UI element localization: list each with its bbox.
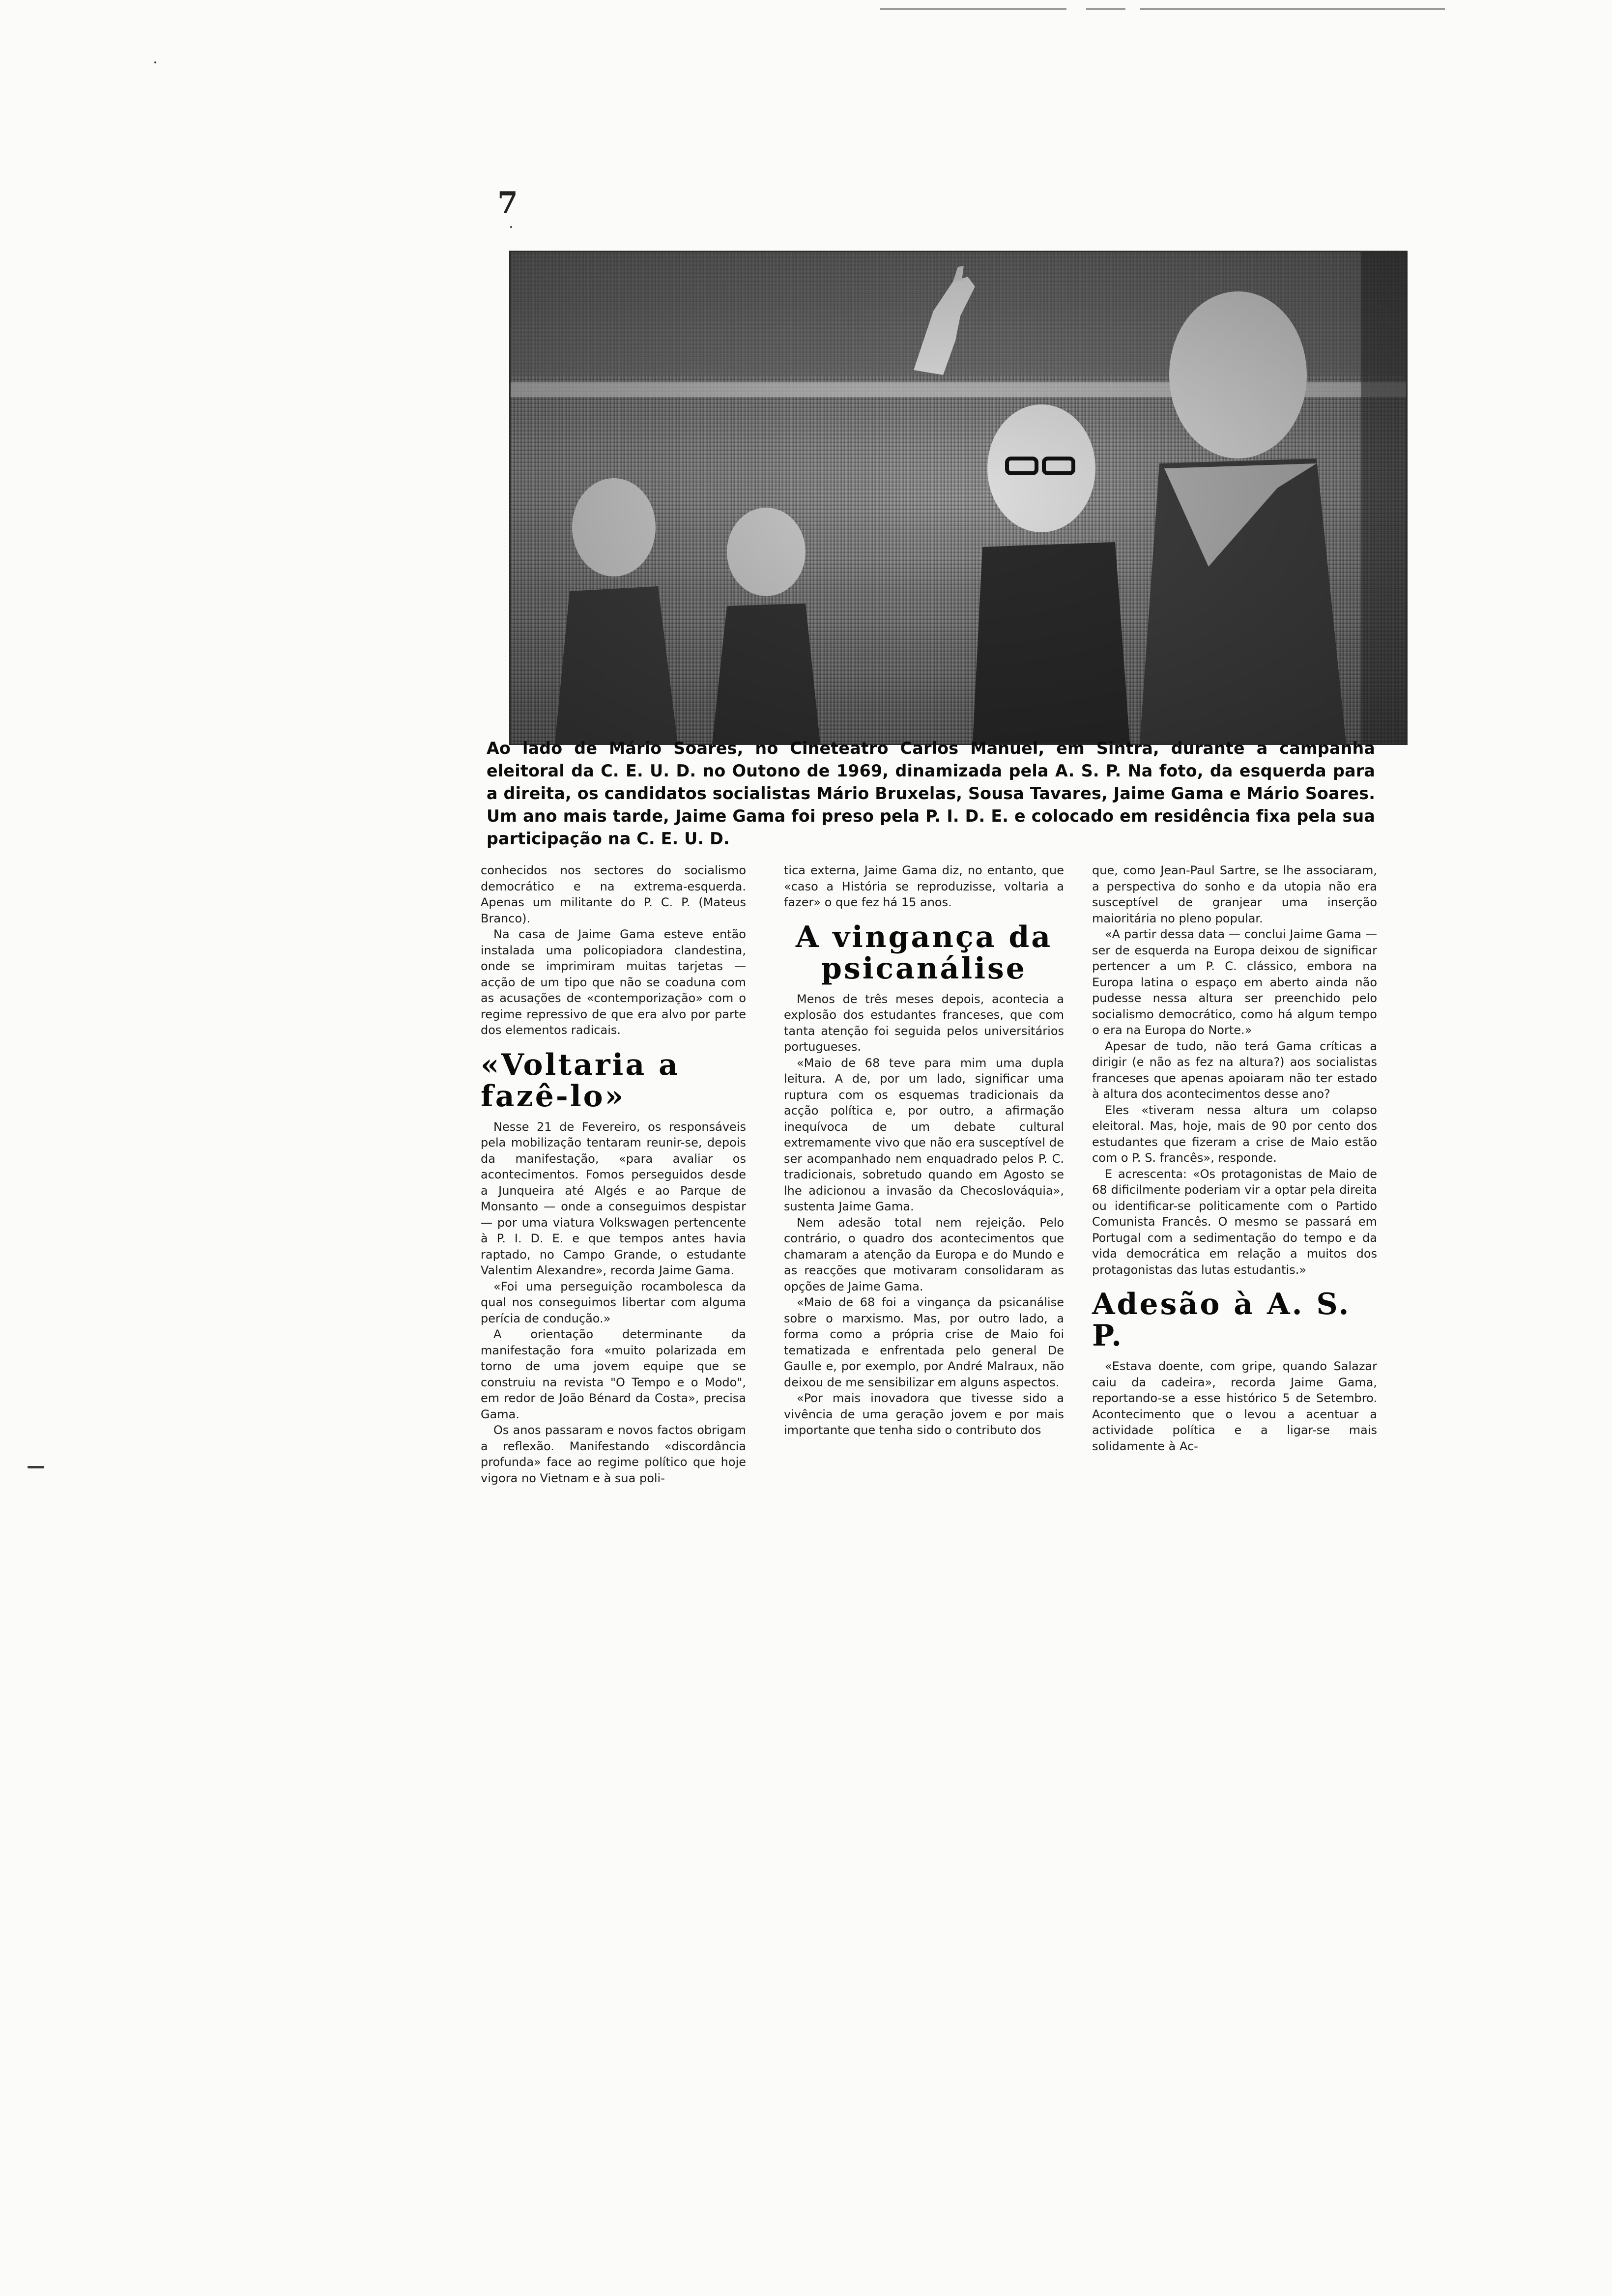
paragraph: conhecidos nos sectores do socialismo democrático e na extrema-esquerda. Apenas um militante do P. C. P. (Mateus Branco). xyxy=(481,863,746,925)
photo-scene xyxy=(511,252,1406,744)
paragraph: A orientação determinante da manifestação fora «muito polarizada em torno de uma jovem equipe que se construiu na revista "O Tempo e o Modo", em redor de João Bénard da Costa», precisa Gama. xyxy=(481,1327,746,1421)
paragraph: «Maio de 68 foi a vingança da psicanálise sobre o marxismo. Mas, por outro lado, a forma como a própria crise de Maio foi tematizada e enfrentada pelo general De Gaulle e, por exemplo, por André Malraux, não deixou de me sensibilizar em alguns aspectos. xyxy=(784,1295,1064,1389)
paragraph: Eles «tiveram nessa altura um colapso eleitoral. Mas, hoje, mais de 90 por cento dos estudantes que fizeram a crise de Maio estão com o P. S. francês», responde. xyxy=(1092,1103,1377,1165)
article-column-1 xyxy=(481,862,746,1486)
paragraph: «Por mais inovadora que tivesse sido a vivência de uma geração jovem e por mais importante que tenha sido o contributo dos xyxy=(784,1391,1064,1437)
paragraph: E acrescenta: «Os protagonistas de Maio de 68 dificilmente poderiam vir a optar pela direita ou identificar-se politicamente com o Partido Comunista Francês. O mesmo se passará em Portugal com a sedimentação do tempo e da vida democrática em relação a muitos dos protagonistas das lutas estudantis.» xyxy=(1092,1167,1377,1277)
scan-speck xyxy=(510,226,512,228)
scan-rule-top xyxy=(880,8,1066,10)
page-number: 7 xyxy=(497,186,518,220)
photo-caption: Ao lado de Mário Soares, no Cineteatro Carlos Manuel, em Sintra, durante a campanha eleitoral da C. E. U. D. no Outono de 1969, dinamizada pela A. S. P. Na foto, da esquerda para a direita, os candidatos socialistas Mário Bruxelas, Sousa Tavares, Jaime Gama e Mário Soares. Um ano mais tarde, Jaime Gama foi preso pela P. I. D. E. e colocado em residência fixa pela sua participação na C. E. U. D. xyxy=(487,739,1376,849)
scan-speck xyxy=(154,61,156,63)
scan-mark xyxy=(28,1466,44,1468)
paragraph: Nem adesão total nem rejeição. Pelo contrário, o quadro dos acontecimentos que chamaram a atenção da Europa e do Mundo e as reacções que motivaram consolidaram as opções de Jaime Gama. xyxy=(784,1215,1064,1293)
paragraph: Os anos passaram e novos factos obrigam a reflexão. Manifestando «discordância profunda» face ao regime político que hoje vigora no Vietnam e à sua poli- xyxy=(481,1423,746,1485)
paragraph: Menos de três meses depois, acontecia a explosão dos estudantes franceses, que com tanta atenção foi seguida pelos universitários portugueses. xyxy=(784,992,1064,1054)
paragraph: Apesar de tudo, não terá Gama críticas a dirigir (e não as fez na altura?) aos socialistas franceses que apenas apoiaram não ter estado à altura dos acontecimentos desse ano? xyxy=(1092,1039,1377,1101)
paragraph: «Foi uma perseguição rocambolesca da qual nos conseguimos libertar com alguma perícia de condução.» xyxy=(481,1279,746,1325)
paragraph: Nesse 21 de Fevereiro, os responsáveis pela mobilização tentaram reunir-se, depois da manifestação, «para avaliar os acontecimentos. Fomos perseguidos desde a Junqueira até Algés e ao Parque de Monsanto — onde a conseguimos despistar — por uma viatura Volkswagen pertencente à P. I. D. E. e que tempos antes havia raptado, no Campo Grande, o estudante Valentim Alexandre», recorda Jaime Gama. xyxy=(481,1119,746,1277)
paragraph: «A partir dessa data — conclui Jaime Gama — ser de esquerda na Europa deixou de significar pertencer a um P. C. clássico, embora na Europa latina o espaço em aberto ainda não pudesse nessa altura ser preenchido pelo socialismo democrático, como há algum tempo o era na Europa do Norte.» xyxy=(1092,927,1377,1037)
article-column-3 xyxy=(1092,862,1377,1454)
paragraph: que, como Jean-Paul Sartre, se lhe associaram, a perspectiva do sonho e da utopia não era susceptível de granjear uma inserção maioritária no pleno popular. xyxy=(1092,863,1377,925)
paragraph: Na casa de Jaime Gama esteve então instalada uma policopiadora clandestina, onde se imprimiram muitas tarjetas — acção de um tipo que não se coaduna com as acusações de «contemporização» com o regime repressivo de que era alvo por parte dos elementos radicais. xyxy=(481,927,746,1037)
photo-vignette xyxy=(511,252,1406,744)
paragraph: «Estava doente, com gripe, quando Salazar caiu da cadeira», recorda Jaime Gama, reportando-se a esse histórico 5 de Setembro. Acontecimento que o levou a acentuar a actividade política e a ligar-se mais solidamente à Ac- xyxy=(1092,1359,1377,1453)
paragraph: «Maio de 68 teve para mim uma dupla leitura. A de, por um lado, significar uma ruptura com os esquemas tradicionais da acção política e, por outro, a afirmação inequívoca de um debate cultural extremamente vivo que não era susceptível de ser acompanhado nem enquadrado pelos P. C. tradicionais, sobretudo quando em Agosto se lhe adicionou a invasão da Checoslováquia», sustenta Jaime Gama. xyxy=(784,1056,1064,1213)
section-heading: Adesão à A. S. P. xyxy=(1092,1287,1351,1353)
photo-icon xyxy=(509,251,1408,745)
scan-rule-top xyxy=(1140,8,1445,10)
section-heading: A vingança da psicanálise xyxy=(795,919,1053,986)
section-heading: «Voltaria a fazê-lo» xyxy=(481,1047,680,1114)
paragraph: tica externa, Jaime Gama diz, no entanto, que «caso a História se reproduzisse, voltaria a fazer» o que fez há 15 anos. xyxy=(784,863,1064,909)
scan-rule-top xyxy=(1086,8,1125,10)
article-column-2 xyxy=(784,862,1064,1438)
